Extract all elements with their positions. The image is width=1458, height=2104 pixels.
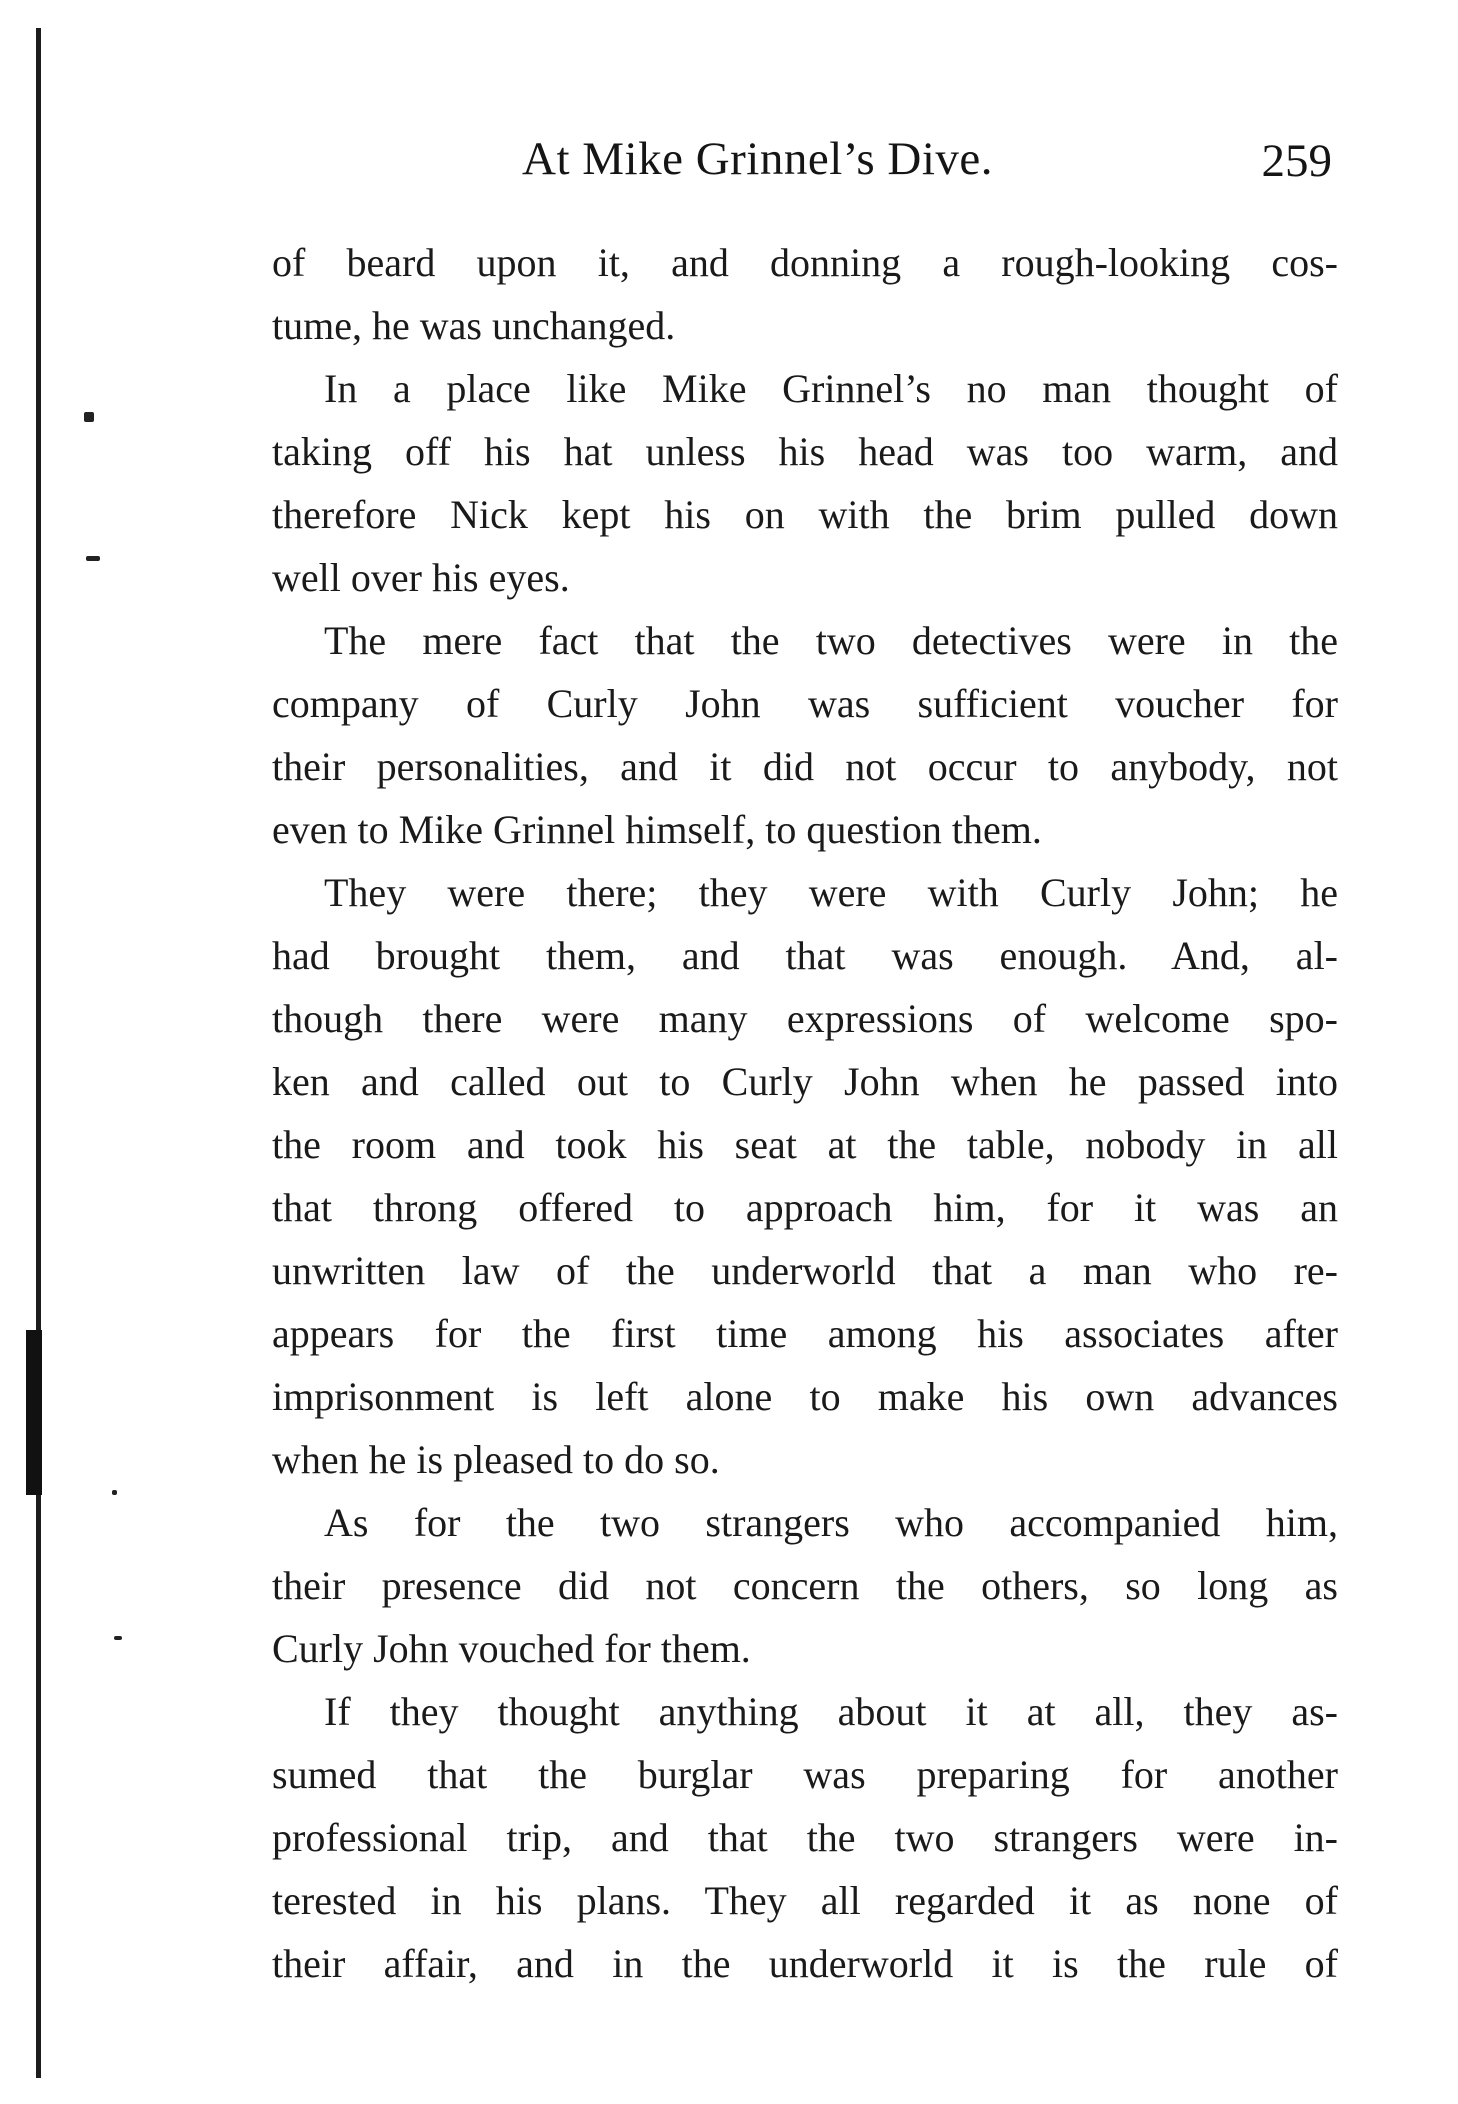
text-line: company of Curly John was sufficient voucher for: [272, 681, 1338, 726]
text-line: unwritten law of the underworld that a man who re-: [272, 1248, 1338, 1293]
text-line: their affair, and in the underworld it is the rule of: [272, 1941, 1338, 1986]
body-text: [272, 231, 1338, 1995]
text-line: their presence did not concern the others, so long as: [272, 1563, 1338, 1608]
text-line: appears for the first time among his associates after: [272, 1311, 1338, 1356]
text-line: terested in his plans. They all regarded it as none of: [272, 1878, 1338, 1923]
text-line: had brought them, and that was enough. And, al-: [272, 933, 1338, 978]
text-line: therefore Nick kept his on with the brim pulled down: [272, 492, 1338, 537]
text-line: tume, he was unchanged.: [272, 303, 676, 348]
text-line: their personalities, and it did not occur to anybody, not: [272, 744, 1338, 789]
text-line: sumed that the burglar was preparing for another: [272, 1752, 1338, 1797]
text-line: If they thought anything about it at all, they as-: [324, 1689, 1338, 1734]
page-header: [272, 132, 1338, 192]
text-line: taking off his hat unless his head was too warm, and: [272, 429, 1338, 474]
text-line: well over his eyes.: [272, 555, 570, 600]
running-title: At Mike Grinnel’s Dive.: [522, 133, 993, 185]
text-line: though there were many expressions of welcome spo-: [272, 996, 1338, 1041]
text-line: ken and called out to Curly John when he passed into: [272, 1059, 1338, 1104]
ink-speck: [114, 1636, 122, 1640]
text-line: even to Mike Grinnel himself, to question them.: [272, 807, 1042, 852]
text-line: when he is pleased to do so.: [272, 1437, 720, 1482]
page-number: 259: [1261, 135, 1332, 187]
text-line: professional trip, and that the two strangers were in-: [272, 1815, 1338, 1860]
text-line: the room and took his seat at the table, nobody in all: [272, 1122, 1338, 1167]
ink-speck: [86, 556, 100, 561]
text-line: As for the two strangers who accompanied him,: [324, 1500, 1338, 1545]
text-line: that throng offered to approach him, for it was an: [272, 1185, 1338, 1230]
text-line: Curly John vouched for them.: [272, 1626, 751, 1671]
text-line: They were there; they were with Curly John; he: [324, 870, 1338, 915]
text-line: The mere fact that the two detectives were in the: [324, 618, 1338, 663]
text-line: of beard upon it, and donning a rough-looking cos-: [272, 240, 1338, 285]
text-line: In a place like Mike Grinnel’s no man thought of: [324, 366, 1338, 411]
binding-edge-mark: [26, 1330, 42, 1495]
binding-edge-rule: [36, 28, 41, 2078]
ink-speck: [84, 412, 94, 422]
ink-speck: [112, 1490, 117, 1495]
text-line: imprisonment is left alone to make his own advances: [272, 1374, 1338, 1419]
